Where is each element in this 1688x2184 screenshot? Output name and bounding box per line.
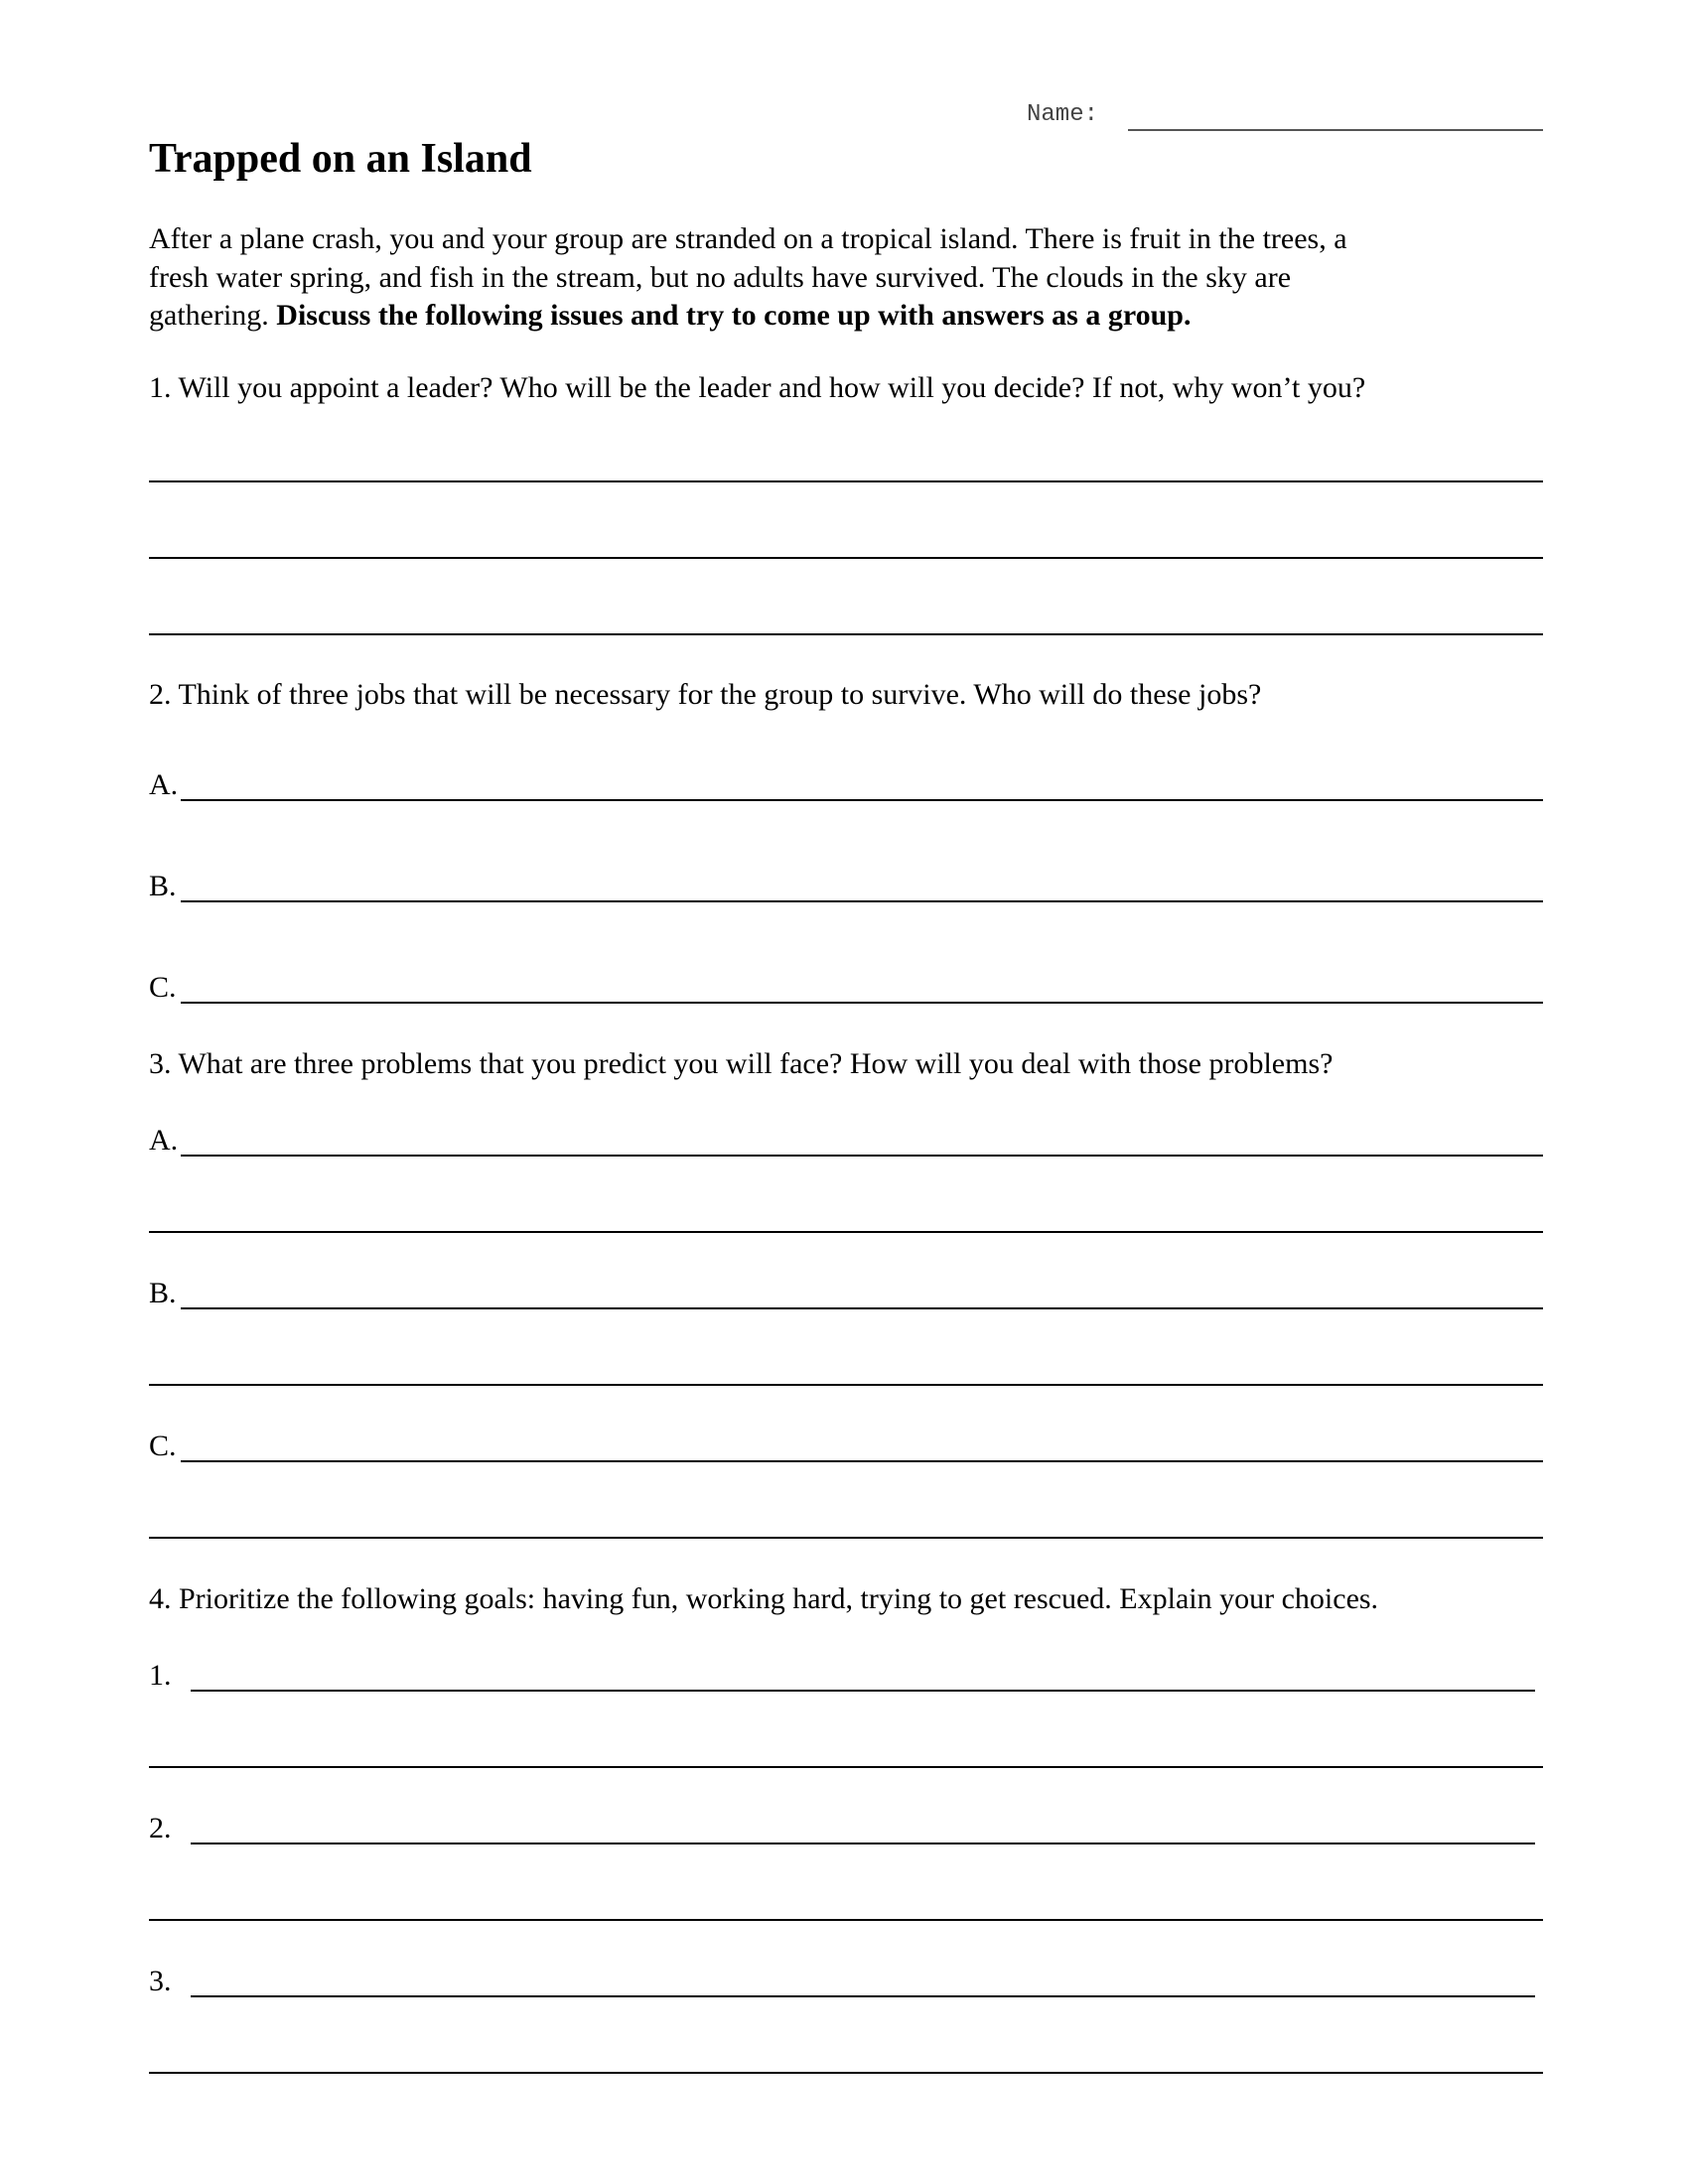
q2-label-b: B. <box>149 870 177 902</box>
answer-line-q3-b-2[interactable] <box>149 1384 1543 1386</box>
answer-line-q4-1-1[interactable] <box>191 1690 1535 1692</box>
intro-line-2: fresh water spring, and fish in the stream, but no adults have survived. The clouds in the sky are <box>149 260 1292 294</box>
answer-line-q3-a-1[interactable] <box>181 1155 1543 1157</box>
name-field[interactable] <box>1128 129 1543 131</box>
answer-line-q2-a[interactable] <box>181 799 1543 801</box>
question-3: 3. What are three problems that you predict you will face? How will you deal with those problems? <box>149 1047 1334 1080</box>
q4-label-1: 1. <box>149 1659 172 1692</box>
question-4: 4. Prioritize the following goals: having fun, working hard, trying to get rescued. Explain your choices. <box>149 1582 1379 1615</box>
q4-label-2: 2. <box>149 1812 172 1844</box>
answer-line-q4-3-2[interactable] <box>149 2072 1543 2074</box>
q3-label-a: A. <box>149 1124 179 1157</box>
q4-label-3: 3. <box>149 1965 172 1997</box>
intro-paragraph <box>149 220 1559 336</box>
intro-line-1: After a plane crash, you and your group are stranded on a tropical island. There is fruit in the trees, a <box>149 222 1347 255</box>
page-title: Trapped on an Island <box>149 136 532 182</box>
q3-label-b: B. <box>149 1277 177 1309</box>
q3-label-c: C. <box>149 1430 177 1462</box>
q2-label-c: C. <box>149 971 177 1004</box>
answer-line-q4-1-2[interactable] <box>149 1766 1543 1768</box>
question-2: 2. Think of three jobs that will be necessary for the group to survive. Who will do these jobs? <box>149 678 1262 711</box>
intro-line-3-text: gathering. <box>149 299 277 332</box>
question-1: 1. Will you appoint a leader? Who will be the leader and how will you decide? If not, why won’t you? <box>149 371 1366 404</box>
answer-line-q1-1[interactable] <box>149 480 1543 482</box>
answer-line-q1-2[interactable] <box>149 557 1543 559</box>
answer-line-q3-a-2[interactable] <box>149 1231 1543 1233</box>
answer-line-q4-3-1[interactable] <box>191 1995 1535 1997</box>
answer-line-q3-c-2[interactable] <box>149 1537 1543 1539</box>
intro-line-3 <box>149 297 1559 336</box>
intro-instruction: Discuss the following issues and try to come up with answers as a group. <box>276 299 1192 332</box>
answer-line-q3-b-1[interactable] <box>181 1307 1543 1309</box>
answer-line-q4-2-1[interactable] <box>191 1843 1535 1844</box>
answer-line-q4-2-2[interactable] <box>149 1919 1543 1921</box>
q2-label-a: A. <box>149 768 179 801</box>
answer-line-q2-b[interactable] <box>181 900 1543 902</box>
answer-line-q1-3[interactable] <box>149 633 1543 635</box>
answer-line-q3-c-1[interactable] <box>181 1460 1543 1462</box>
name-label: Name: <box>1027 101 1099 128</box>
answer-line-q2-c[interactable] <box>181 1002 1543 1004</box>
